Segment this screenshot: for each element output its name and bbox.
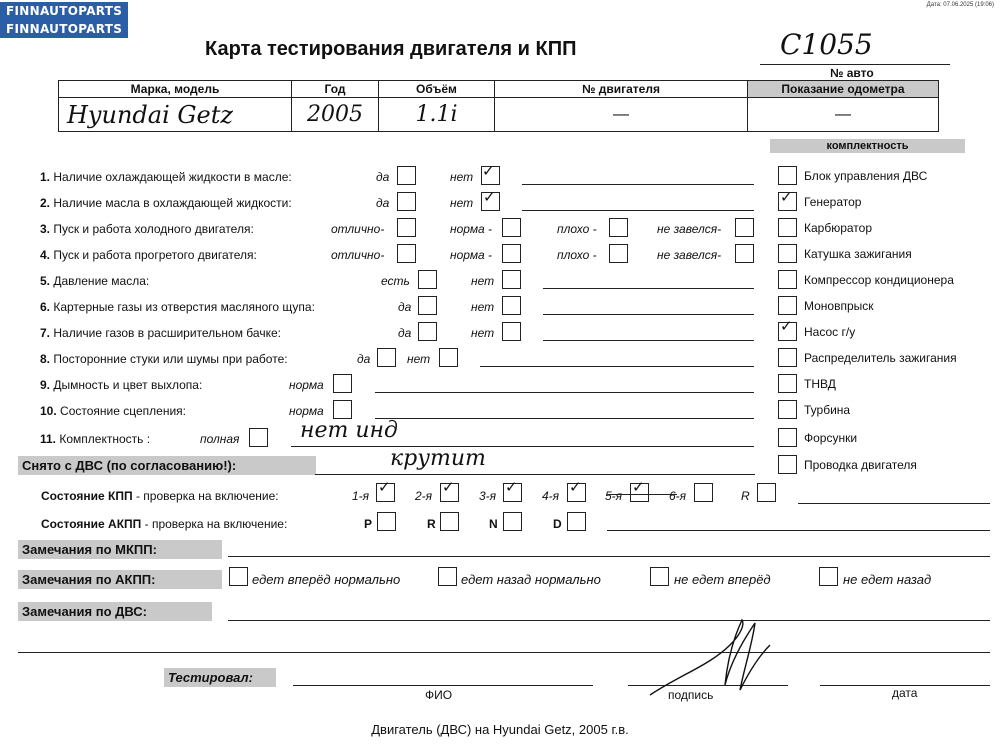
kpp-label (41, 489, 279, 503)
akpp-forward-ok-checkbox[interactable] (229, 567, 248, 586)
kit-checkbox-ecu[interactable] (778, 166, 797, 185)
q1-net-check-mark: ✓ (482, 162, 495, 180)
gear-6-label: 6-я (669, 489, 687, 503)
akpp-d-checkbox[interactable] (567, 512, 586, 531)
q7-net-label: нет (471, 326, 495, 340)
q4-otlichno-label: отлично- (331, 248, 385, 262)
kit-checkbox-ignition-coil[interactable] (778, 244, 797, 263)
kit-label-ecu: Блок управления ДВС (804, 169, 928, 183)
q3-otlichno-checkbox[interactable] (397, 218, 416, 237)
akpp-r-label: R (427, 517, 436, 531)
kit-power-steering-check-mark: ✓ (780, 317, 793, 335)
col-odometer: Показание одометра (748, 81, 939, 98)
removed-line (315, 474, 755, 475)
akpp-label-bold: Состояние АКПП (41, 517, 142, 531)
akpp-backward-ok-checkbox[interactable] (438, 567, 457, 586)
q7-num: 7. (40, 326, 51, 340)
q4-num: 4. (40, 248, 51, 262)
gear-r-label: R (741, 489, 750, 503)
gear-1-check-mark: ✓ (378, 478, 391, 496)
q6-net-checkbox[interactable] (502, 296, 521, 315)
kit-label-generator: Генератор (804, 195, 862, 209)
q1-num: 1. (40, 170, 51, 184)
remarks-mkpp-line (228, 556, 990, 557)
q5-line (543, 288, 754, 289)
q5-num: 5. (40, 274, 51, 288)
q4-label (40, 248, 257, 262)
value-year: 2005 (292, 98, 379, 132)
akpp-line (607, 530, 990, 531)
q4-text: Пуск и работа прогретого двигателя: (53, 248, 257, 262)
q11-line (291, 446, 754, 447)
q6-num: 6. (40, 300, 51, 314)
q3-ne-zavelsya-checkbox[interactable] (735, 218, 754, 237)
remarks-dvs-line-1 (228, 620, 990, 621)
q11-handwritten-note: нет инд (300, 418, 398, 443)
q1-text: Наличие охлаждающей жидкости в масле: (53, 170, 292, 184)
q9-text: Дымность и цвет выхлопа: (53, 378, 203, 392)
q5-net-label: нет (471, 274, 495, 288)
q11-num: 11. (40, 432, 57, 446)
q1-label (40, 170, 292, 184)
akpp-n-label: N (489, 517, 498, 531)
fio-caption: ФИО (425, 688, 453, 702)
akpp-p-label: P (364, 517, 373, 531)
kit-checkbox-tnvd[interactable] (778, 374, 797, 393)
kit-checkbox-carburetor[interactable] (778, 218, 797, 237)
col-brand-model: Марка, модель (59, 81, 292, 98)
akpp-no-forward-checkbox[interactable] (650, 567, 669, 586)
q3-ploho-checkbox[interactable] (609, 218, 628, 237)
gear-4-label: 4-я (542, 489, 560, 503)
akpp-forward-ok-label: едет вперёд нормально (252, 572, 401, 587)
q9-line (375, 392, 754, 393)
kit-header: комплектность (770, 139, 965, 153)
q4-ne-zavelsya-label: не завелся- (657, 248, 722, 262)
remarks-akpp-label: Замечания по АКПП: (18, 570, 222, 589)
q6-text: Картерные газы из отверстия масляного щупа: (53, 300, 315, 314)
q9-norma-checkbox[interactable] (333, 374, 352, 393)
q4-ploho-checkbox[interactable] (609, 244, 628, 263)
gear-2-label: 2-я (415, 489, 433, 503)
akpp-no-backward-checkbox[interactable] (819, 567, 838, 586)
q9-norma-label: норма (289, 378, 324, 392)
gear-strike-line (607, 494, 677, 495)
handwritten-id: C1055 (780, 28, 873, 61)
akpp-backward-ok-label: едет назад нормально (461, 572, 601, 587)
brand-logo-bottom: FINNAUTOPARTS (0, 20, 128, 38)
akpp-no-forward-label: не едет вперёд (674, 572, 771, 587)
q5-est-label: есть (381, 274, 410, 288)
kit-label-turbo: Турбина (804, 403, 851, 417)
q9-num: 9. (40, 378, 51, 392)
kit-label-power-steering-pump: Насос г/у (804, 325, 856, 339)
q2-num: 2. (40, 196, 51, 210)
kit-label-injectors: Форсунки (804, 431, 858, 445)
q7-text: Наличие газов в расширительном бачке: (53, 326, 281, 340)
kpp-label-bold: Состояние КПП (41, 489, 133, 503)
akpp-p-checkbox[interactable] (377, 512, 396, 531)
print-date: Дата: 07.06.2025 (19:06) (926, 2, 994, 8)
col-volume: Объём (379, 81, 495, 98)
q7-line (543, 340, 754, 341)
remarks-dvs-label: Замечания по ДВС: (18, 602, 212, 621)
kit-checkbox-injectors[interactable] (778, 428, 797, 447)
q10-label (40, 404, 186, 418)
q2-net-check-mark: ✓ (483, 188, 496, 206)
remarks-dvs-line-2 (18, 652, 990, 653)
q5-est-checkbox[interactable] (418, 270, 437, 289)
q3-norma-label: норма - (450, 222, 493, 236)
q7-label (40, 326, 281, 340)
q3-norma-checkbox[interactable] (502, 218, 521, 237)
fio-line (293, 685, 593, 686)
akpp-no-backward-label: не едет назад (843, 572, 932, 587)
brand-logo-top: FINNAUTOPARTS (0, 2, 128, 20)
kit-label-tnvd: ТНВД (804, 377, 836, 391)
remarks-mkpp-label: Замечания по МКПП: (18, 540, 222, 559)
q2-da-label: да (376, 196, 390, 210)
kit-checkbox-ac-compressor[interactable] (778, 270, 797, 289)
value-brand-model: Hyundai Getz (59, 98, 292, 132)
q2-net-label: нет (450, 196, 474, 210)
q3-num: 3. (40, 222, 51, 236)
page-title: Карта тестирования двигателя и КПП (205, 38, 577, 60)
auto-no-underline (760, 64, 950, 65)
q11-polnaya-checkbox[interactable] (249, 428, 268, 447)
akpp-label (41, 517, 287, 531)
kit-checkbox-distributor[interactable] (778, 348, 797, 367)
q7-da-checkbox[interactable] (418, 322, 437, 341)
removed-label: Снято с ДВС (по согласованию!): (18, 456, 316, 475)
gear-3-label: 3-я (479, 489, 497, 503)
q3-ploho-label: плохо - (557, 222, 597, 236)
q1-da-label: да (376, 170, 390, 184)
q11-text: Комплектность : (59, 432, 151, 446)
q1-net-label: нет (450, 170, 474, 184)
q11-polnaya-label: полная (200, 432, 240, 446)
q4-ne-zavelsya-checkbox[interactable] (735, 244, 754, 263)
q6-net-label: нет (471, 300, 495, 314)
q10-line (375, 418, 754, 419)
q3-ne-zavelsya-label: не завелся- (657, 222, 722, 236)
gear-5-label: 5-я (605, 489, 623, 503)
q2-da-checkbox[interactable] (397, 192, 416, 211)
q6-label (40, 300, 315, 314)
gear-r-checkbox[interactable] (757, 483, 776, 502)
q8-da-label: да (357, 352, 371, 366)
value-odometer: — (748, 98, 939, 132)
q4-ploho-label: плохо - (557, 248, 597, 262)
kpp-label-rest: - проверка на включение: (132, 489, 279, 503)
kit-checkbox-turbo[interactable] (778, 400, 797, 419)
col-engine-no: № двигателя (495, 81, 748, 98)
q2-line (522, 210, 754, 211)
q4-norma-label: норма - (450, 248, 493, 262)
q10-text: Состояние сцепления: (60, 404, 186, 418)
value-volume: 1.1i (379, 98, 495, 132)
q5-text: Давление масла: (53, 274, 150, 288)
q3-otlichno-label: отлично- (331, 222, 385, 236)
col-year: Год (292, 81, 379, 98)
q10-norma-label: норма (289, 404, 324, 418)
gear-1-label: 1-я (352, 489, 370, 503)
akpp-d-label: D (553, 517, 562, 531)
kit-label-wiring: Проводка двигателя (804, 458, 917, 472)
q9-label (40, 378, 202, 392)
q7-net-checkbox[interactable] (502, 322, 521, 341)
gear-6-checkbox[interactable] (694, 483, 713, 502)
q8-net-checkbox[interactable] (439, 348, 458, 367)
akpp-n-checkbox[interactable] (503, 512, 522, 531)
page-caption: Двигатель (ДВС) на Hyundai Getz, 2005 г.в. (371, 722, 629, 737)
q3-label (40, 222, 254, 236)
q6-line (543, 314, 754, 315)
kit-label-carburetor: Карбюратор (804, 221, 873, 235)
q6-da-checkbox[interactable] (418, 296, 437, 315)
q1-da-checkbox[interactable] (397, 166, 416, 185)
q4-norma-checkbox[interactable] (502, 244, 521, 263)
date-caption: дата (892, 686, 918, 700)
q2-label (40, 196, 292, 210)
kit-checkbox-mono-injection[interactable] (778, 296, 797, 315)
q7-da-label: да (398, 326, 412, 340)
gear-2-check-mark: ✓ (442, 478, 455, 496)
q10-num: 10. (40, 404, 57, 418)
signature-caption: подпись (668, 688, 714, 702)
q8-net-label: нет (407, 352, 431, 366)
q8-num: 8. (40, 352, 51, 366)
removed-handwritten-note: крутит (390, 446, 486, 471)
gear-3-check-mark: ✓ (505, 478, 518, 496)
vehicle-header-table (58, 80, 939, 132)
tested-label: Тестировал: (164, 668, 276, 687)
q3-text: Пуск и работа холодного двигателя: (53, 222, 254, 236)
kit-checkbox-wiring[interactable] (778, 455, 797, 474)
q5-label (40, 274, 149, 288)
akpp-label-rest: - проверка на включение: (141, 517, 288, 531)
kit-label-ignition-coil: Катушка зажигания (804, 247, 912, 261)
q2-text: Наличие масла в охлаждающей жидкости: (53, 196, 292, 210)
value-engine-no: — (495, 98, 748, 132)
q10-norma-checkbox[interactable] (333, 400, 352, 419)
q6-da-label: да (398, 300, 412, 314)
kit-label-ac-compressor: Компрессор кондиционера (804, 273, 954, 287)
akpp-r-checkbox[interactable] (440, 512, 459, 531)
auto-no-label: № авто (830, 66, 874, 80)
q8-label (40, 352, 288, 366)
kit-label-mono-injection: Моновпрыск (804, 299, 874, 313)
gear-5-check-mark: ✓ (632, 478, 645, 496)
q4-otlichno-checkbox[interactable] (397, 244, 416, 263)
q8-text: Посторонние стуки или шумы при работе: (53, 352, 288, 366)
q5-net-checkbox[interactable] (502, 270, 521, 289)
gear-4-check-mark: ✓ (569, 478, 582, 496)
q1-line (522, 184, 754, 185)
q8-line (480, 366, 754, 367)
q8-da-checkbox[interactable] (377, 348, 396, 367)
signature-scribble (640, 615, 780, 705)
kit-label-distributor: Распределитель зажигания (804, 351, 957, 365)
q11-label (40, 432, 150, 446)
kpp-line (798, 503, 990, 504)
kit-generator-check-mark: ✓ (780, 188, 793, 206)
